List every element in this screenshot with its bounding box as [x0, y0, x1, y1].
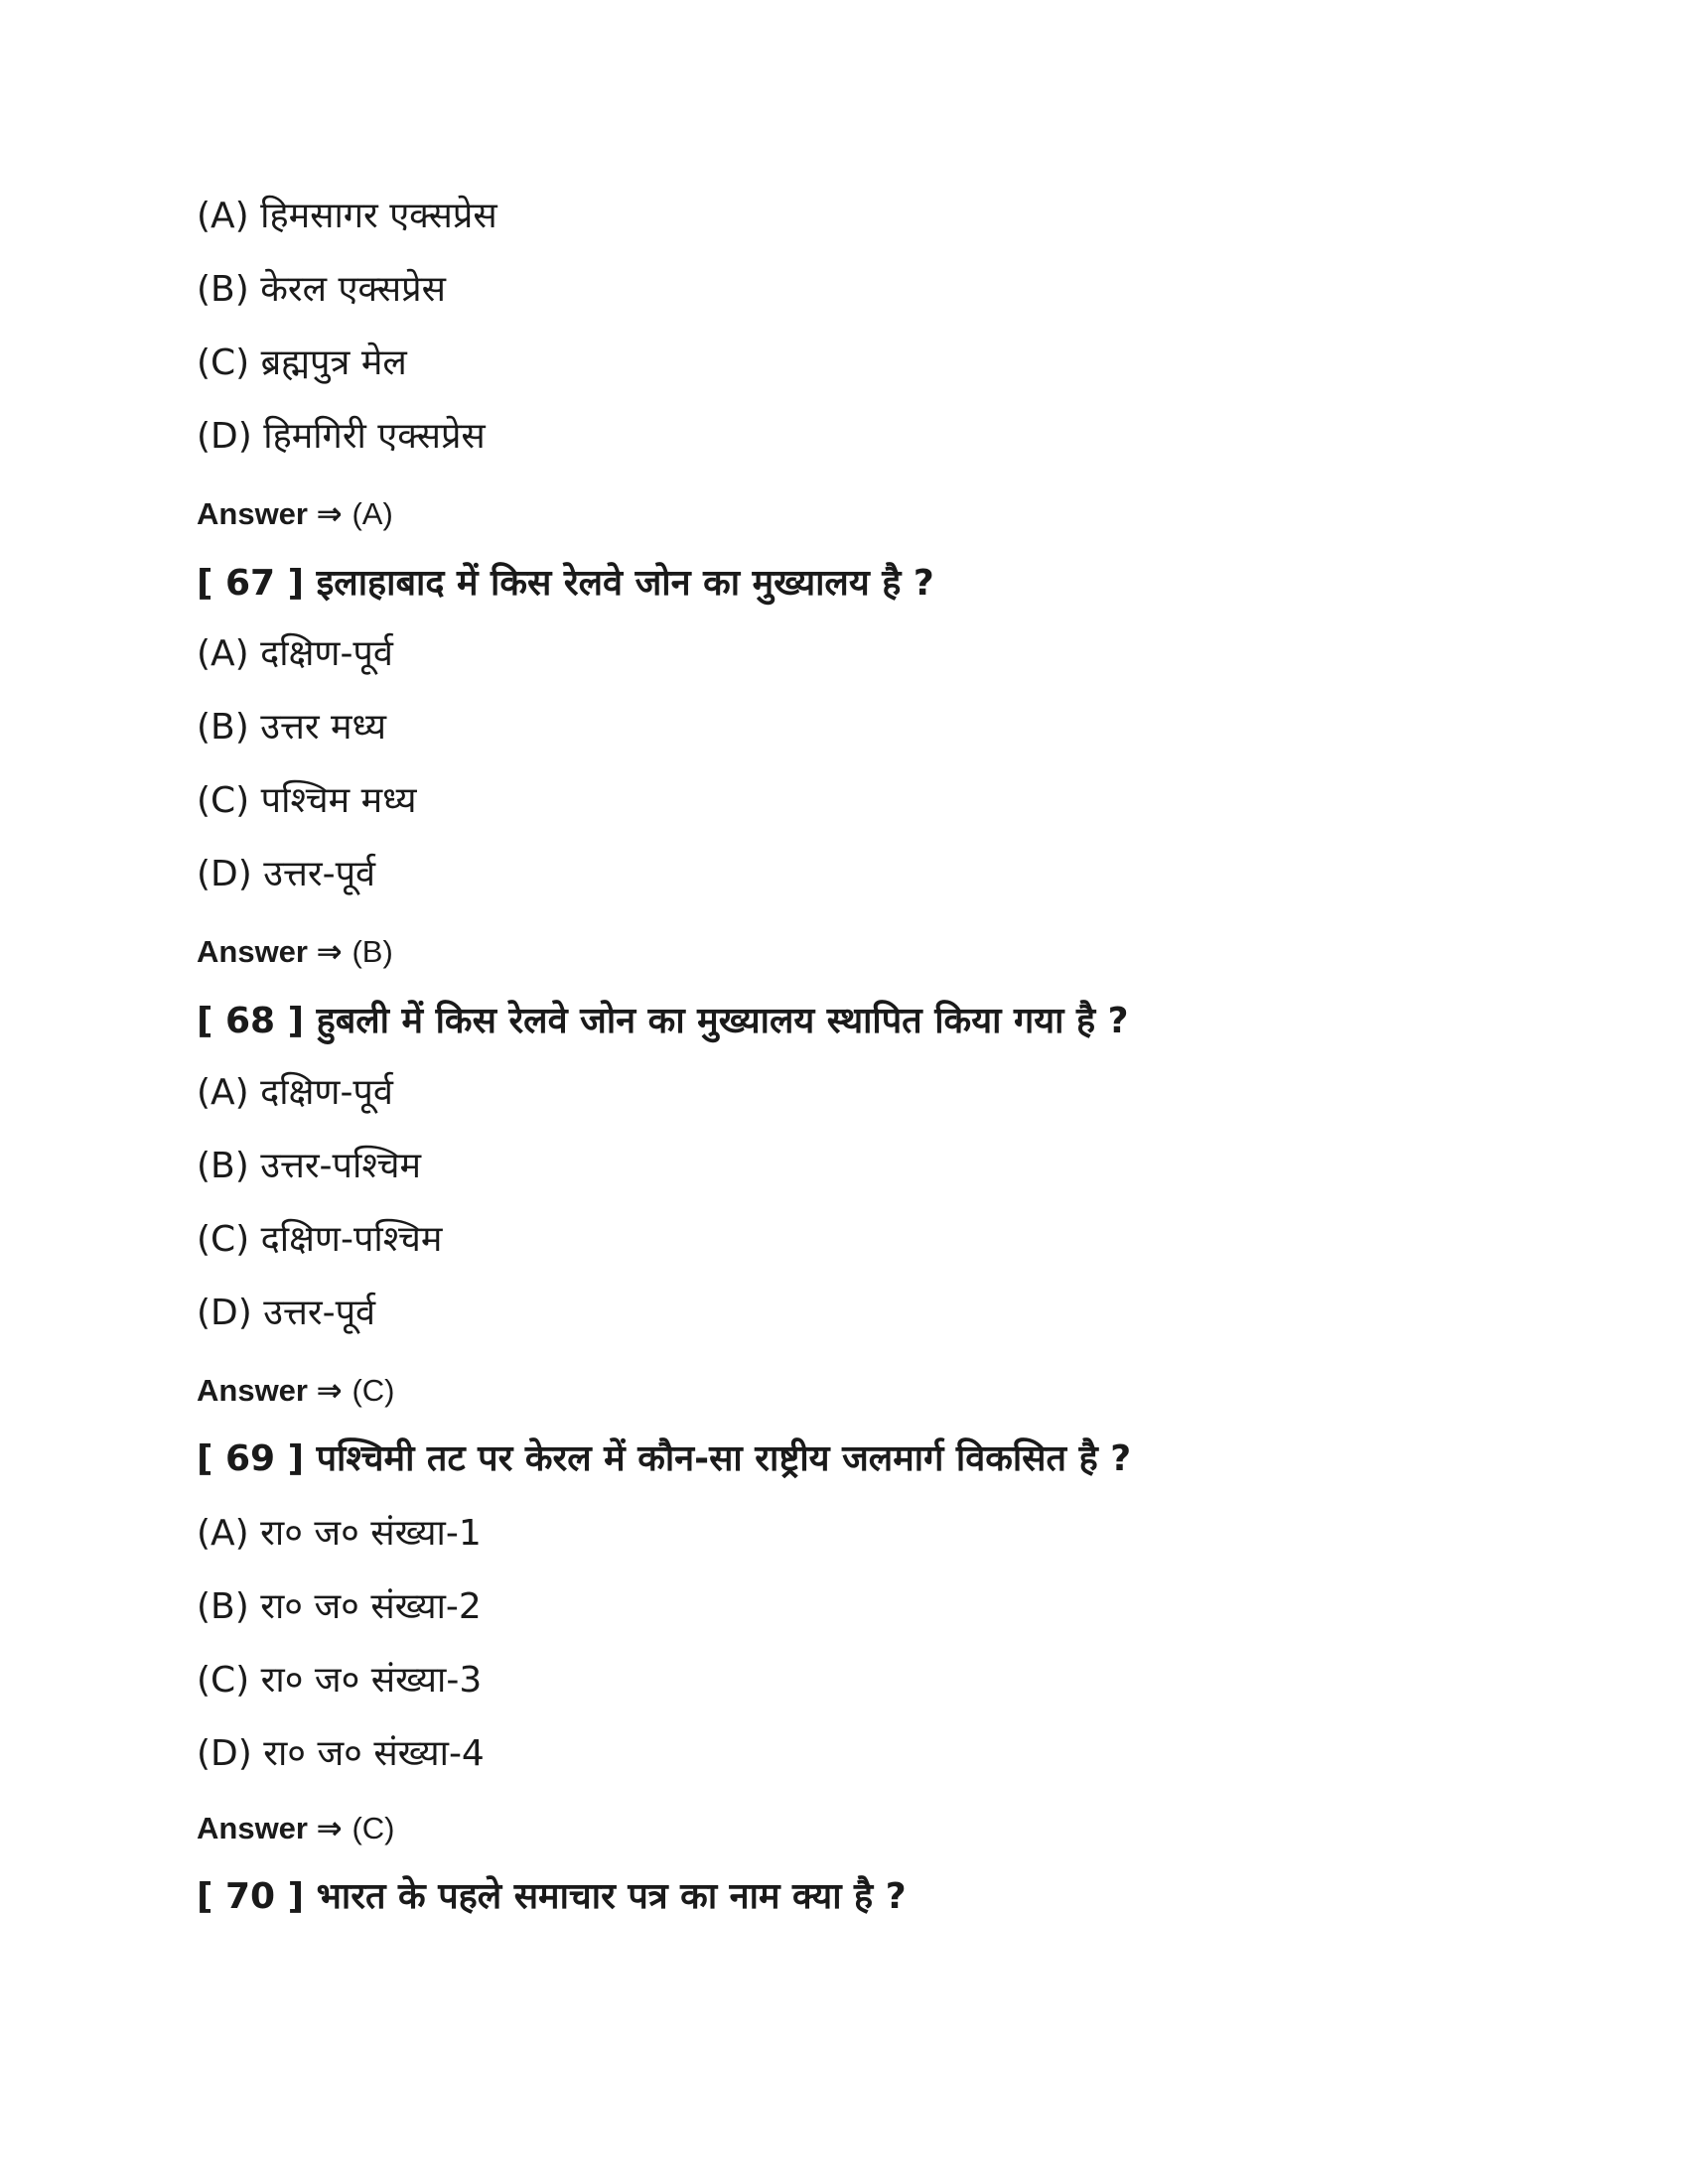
option-68-c: (C) दक्षिण-पश्चिम — [197, 1219, 443, 1260]
option-66-a: (A) हिमसागर एक्सप्रेस — [197, 196, 497, 236]
answer-value: (B) — [352, 934, 393, 969]
option-69-b: (B) रा० ज० संख्या-2 — [197, 1586, 482, 1627]
option-69-a: (A) रा० ज० संख्या-1 — [197, 1513, 482, 1554]
answer-68 — [197, 1375, 394, 1407]
option-66-c: (C) ब्रह्मपुत्र मेल — [197, 342, 407, 383]
answer-value: (A) — [352, 496, 393, 531]
question-69: [ 69 ] पश्चिमी तट पर केरल में कौन-सा राष्ट्रीय जलमार्ग विकसित है ? — [197, 1438, 1132, 1479]
answer-value: (C) — [352, 1373, 395, 1408]
option-68-a: (A) दक्षिण-पूर्व — [197, 1072, 393, 1113]
option-68-b: (B) उत्तर-पश्चिम — [197, 1146, 422, 1186]
answer-label: Answer ⇒ — [197, 1373, 343, 1408]
answer-66 — [197, 498, 393, 530]
option-69-d: (D) रा० ज० संख्या-4 — [197, 1733, 485, 1774]
question-68: [ 68 ] हुबली में किस रेलवे जोन का मुख्यालय स्थापित किया गया है ? — [197, 1001, 1129, 1041]
answer-label: Answer ⇒ — [197, 1811, 343, 1845]
option-68-d: (D) उत्तर-पूर्व — [197, 1293, 376, 1333]
option-67-c: (C) पश्चिम मध्य — [197, 780, 417, 821]
option-67-a: (A) दक्षिण-पूर्व — [197, 633, 393, 674]
question-70: [ 70 ] भारत के पहले समाचार पत्र का नाम क्या है ? — [197, 1876, 907, 1917]
option-67-b: (B) उत्तर मध्य — [197, 707, 386, 748]
option-66-b: (B) केरल एक्सप्रेस — [197, 269, 446, 310]
option-69-c: (C) रा० ज० संख्या-3 — [197, 1660, 483, 1701]
option-66-d: (D) हिमगिरी एक्सप्रेस — [197, 416, 486, 457]
answer-value: (C) — [352, 1811, 395, 1845]
answer-67 — [197, 936, 393, 968]
answer-label: Answer ⇒ — [197, 496, 343, 531]
answer-label: Answer ⇒ — [197, 934, 343, 969]
question-67: [ 67 ] इलाहाबाद में किस रेलवे जोन का मुख्यालय है ? — [197, 563, 934, 604]
option-67-d: (D) उत्तर-पूर्व — [197, 854, 376, 894]
answer-69 — [197, 1813, 394, 1844]
